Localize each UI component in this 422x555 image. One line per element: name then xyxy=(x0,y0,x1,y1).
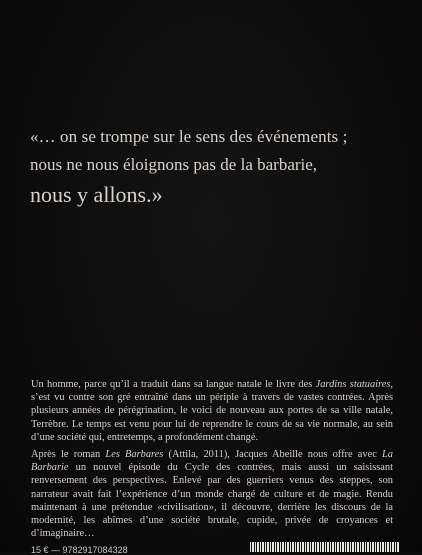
text-run: , s’est vu contre son gré entraîné dans un périple à travers de vastes contrées. Après plusieurs années de pérégrination, le voici de nouveau aux portes de sa ville natale, Terrèbre. Le temps est venu pour lui de reprendre le cours de sa vie normale, au sein d’une société qui, entretemps, a profondément changé. xyxy=(31,379,393,443)
text-run: (Attila, 2011), Jacques Abeille nous offre avec xyxy=(163,449,383,461)
text-run: Après le roman xyxy=(31,449,106,461)
blurb-paragraph-2 xyxy=(31,448,393,540)
blurb xyxy=(31,378,393,540)
quote-line-2: nous ne nous éloignons pas de la barbarie, xyxy=(30,155,318,174)
italic-title: La Barbarie xyxy=(31,449,393,474)
quote-line-1: «… on se trompe sur le sens des événements ; xyxy=(30,127,348,146)
italic-title: Jardins statuaires xyxy=(315,379,391,390)
text-run: Un homme, parce qu’il a traduit dans sa langue natale le livre des xyxy=(31,379,316,390)
blurb-paragraph-1 xyxy=(31,378,393,444)
barcode xyxy=(250,542,400,552)
price-isbn: 15 € — 9782917084328 xyxy=(31,545,128,555)
text-run: un nouvel épisode du Cycle des contrées, mais aussi un saisissant renversement des perspectives. Enlevé par des guerriers venus des steppes, son narrateur avait fait l’expérience d’un monde chargé de culture et de magie. Rendu maintenant à une prétendue «civilisation», il découvre, derrière les discours de la modernité, les abîmes d’une société brutale, cupide, privée de croyances et d’imaginaire… xyxy=(31,462,393,540)
italic-title: Les Barbares xyxy=(105,449,164,461)
pull-quote xyxy=(30,127,410,208)
quote-line-3: nous y allons.» xyxy=(30,182,163,207)
